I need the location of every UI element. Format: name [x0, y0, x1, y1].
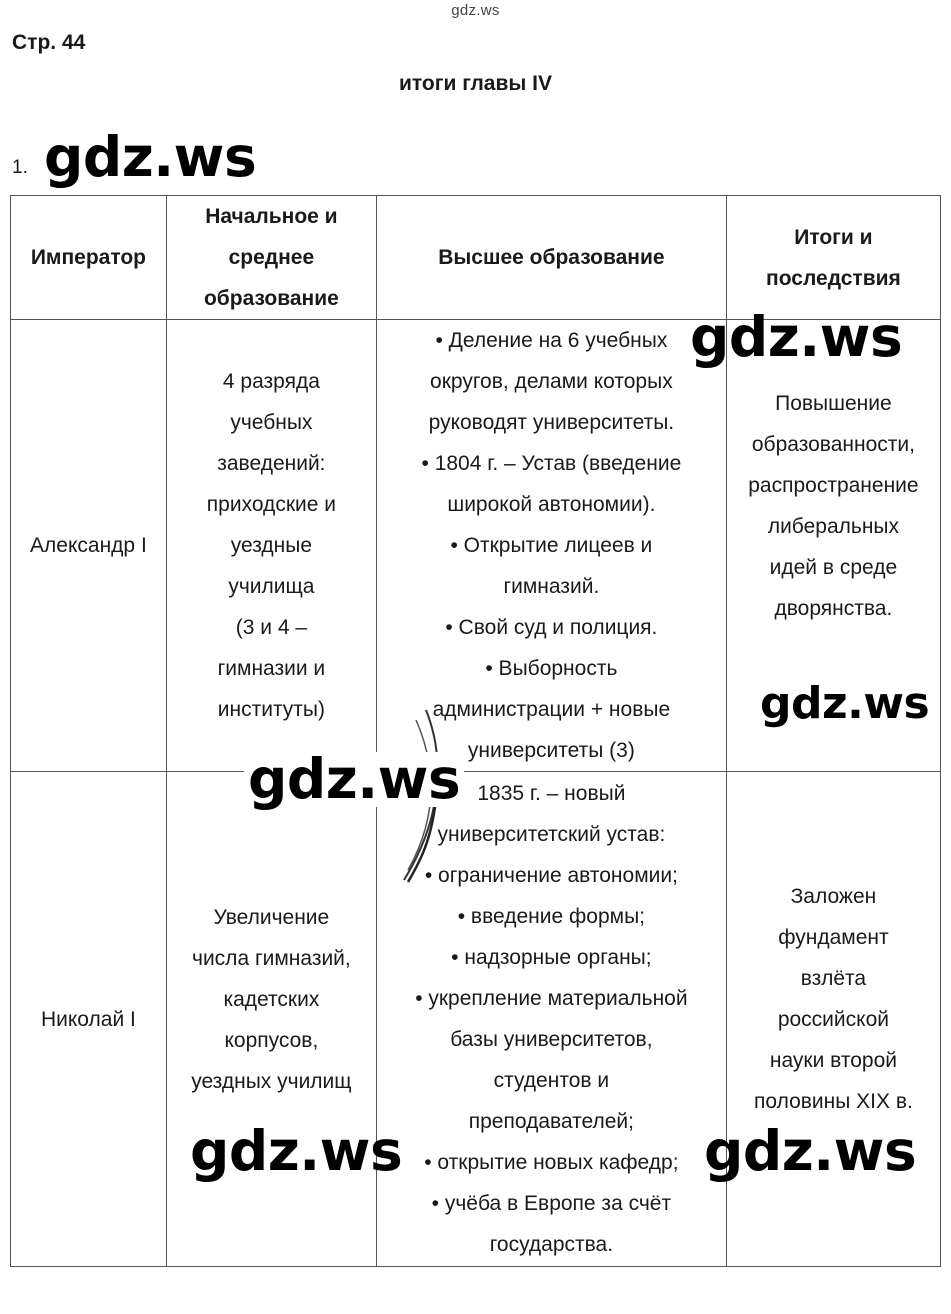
header-higher: Высшее образование	[376, 196, 726, 320]
cell-line: науки второй	[769, 1049, 897, 1072]
cell-line: взлёта	[800, 967, 867, 990]
cell-line: • открытие новых кафедр;	[424, 1151, 679, 1174]
site-watermark-small: gdz.ws	[451, 2, 500, 19]
primary-secondary-cell	[166, 320, 376, 772]
watermark-text: gdz.ws	[244, 752, 464, 807]
header-primary-secondary: Начальное и среднее образование	[166, 196, 376, 320]
cell-line: • Открытие лицеев и	[450, 534, 653, 557]
watermark-text: gdz.ws	[704, 1119, 917, 1183]
cell-line: распространение	[748, 473, 919, 497]
cell-line: половины XIX в.	[753, 1090, 913, 1113]
cell-line: институты)	[217, 698, 326, 721]
cell-line: 1835 г. – новый	[477, 782, 626, 805]
primary-secondary-cell	[166, 772, 376, 1267]
page-reference: Стр. 44	[12, 31, 86, 54]
cell-line: студентов и	[493, 1069, 610, 1092]
cell-line: руководят университеты.	[428, 411, 675, 434]
cell-line: широкой автономии).	[447, 493, 656, 516]
cell-line: университеты (3)	[467, 739, 635, 762]
header-results: Итоги и последствия	[726, 196, 940, 320]
cell-line: гимназии и	[217, 657, 326, 680]
cell-line: числа гимназий,	[192, 946, 351, 970]
chapter-title: итоги главы IV	[399, 72, 552, 95]
cell-line: Заложен	[790, 885, 877, 908]
table-row	[11, 772, 941, 1267]
cell-line: преподавателей;	[468, 1110, 635, 1133]
cell-line: образованности,	[751, 432, 915, 456]
cell-line: • учёба в Европе за счёт	[431, 1192, 672, 1215]
cell-line: либеральных	[767, 514, 900, 538]
cell-line: округов, делами которых	[430, 370, 673, 393]
watermark-text: gdz.ws	[190, 1119, 403, 1183]
cell-line: российской	[777, 1008, 889, 1031]
emperor-cell: Николай I	[11, 772, 167, 1267]
cell-line: университетский устав:	[437, 823, 666, 846]
cell-line: государства.	[489, 1233, 614, 1256]
cell-line: администрации + новые	[432, 698, 671, 721]
cell-line: • Свой суд и полиция.	[445, 616, 658, 639]
cell-line: училища	[228, 575, 315, 598]
cell-line: • введение формы;	[457, 905, 646, 928]
cell-line: (3 и 4 –	[235, 616, 308, 639]
cell-line: • Выборность	[485, 657, 618, 680]
cell-line: • Деление на 6 учебных	[435, 329, 668, 352]
cell-line: • надзорные органы;	[451, 946, 652, 969]
header-emperor: Император	[11, 196, 167, 320]
cell-line: Увеличение	[213, 905, 330, 929]
cell-line: приходские и	[206, 493, 336, 516]
cell-line: • укрепление материальной	[415, 987, 688, 1010]
emperor-cell: Александр I	[11, 320, 167, 772]
cell-line: идей в среде	[769, 555, 898, 579]
watermark-text: gdz.ws	[760, 678, 930, 729]
watermark-text: gdz.ws	[690, 305, 903, 369]
cell-line: корпусов,	[224, 1028, 319, 1052]
cell-line: базы университетов,	[450, 1028, 653, 1051]
cell-line: кадетских	[223, 987, 320, 1011]
cell-line: • ограничение автономии;	[424, 864, 678, 887]
cell-line: заведений:	[217, 452, 326, 475]
cell-line: фундамент	[778, 926, 889, 949]
table-header-row	[11, 196, 941, 320]
cell-line: • 1804 г. – Устав (введение	[421, 452, 682, 475]
cell-line: 4 разряда	[222, 370, 320, 393]
cell-line: учебных	[230, 411, 313, 434]
cell-line: уездные	[230, 534, 313, 557]
cell-line: дворянства.	[774, 596, 893, 620]
task-number: 1.	[12, 157, 28, 178]
cell-line: уездных училищ	[191, 1069, 352, 1093]
watermark-text: gdz.ws	[44, 125, 257, 189]
cell-line: гимназий.	[503, 575, 600, 598]
results-cell	[726, 772, 940, 1267]
cell-line: Повышение	[775, 391, 892, 415]
